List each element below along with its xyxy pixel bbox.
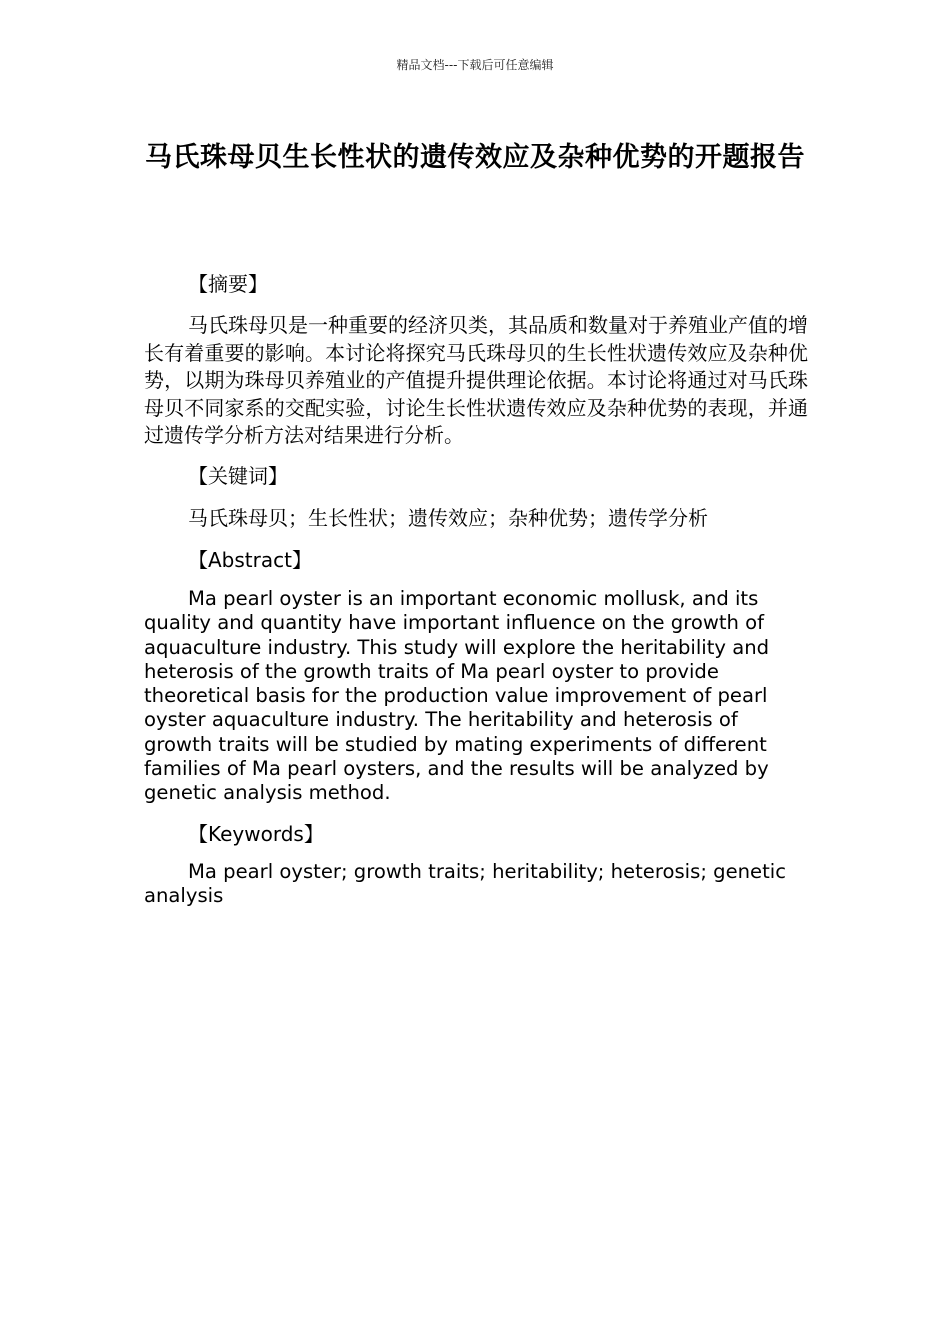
abstract-en-text: Ma pearl oyster is an important economic mollusk, and its quality and quantity have important influence on the growth of aquaculture industry. This study will explore the heritability and heterosis of the growth traits of Ma pearl oyster to provide theoretical basis for the production value improvement of pearl oyster aquaculture industry. The heritability and heterosis of growth traits will be studied by mating experiments of different families of Ma pearl oysters, and the results will be analyzed by genetic analysis method.	[144, 587, 770, 805]
keywords-cn-heading: 【关键词】	[188, 464, 288, 488]
keywords-cn-text: 马氏珠母贝；生长性状；遗传效应；杂种优势；遗传学分析	[188, 506, 708, 530]
header-watermark: 精品文档---下载后可任意编辑	[396, 58, 554, 72]
abstract-cn-heading: 【摘要】	[188, 272, 268, 296]
abstract-cn-text: 马氏珠母贝是一种重要的经济贝类，其品质和数量对于养殖业产值的增长有着重要的影响。本讨论将探究马氏珠母贝的生长性状遗传效应及杂种优势，以期为珠母贝养殖业的产值提升提供理论依据。本讨论将通过对马氏珠母贝不同家系的交配实验，讨论生长性状遗传效应及杂种优势的表现，并通过遗传学分析方法对结果进行分析。	[144, 313, 808, 447]
keywords-en-text: Ma pearl oyster; growth traits; heritability; heterosis; genetic analysis	[144, 860, 787, 908]
keywords-en-heading: 【Keywords】	[188, 822, 324, 846]
document-title: 马氏珠母贝生长性状的遗传效应及杂种优势的开题报告	[145, 142, 805, 173]
abstract-en-heading: 【Abstract】	[188, 548, 312, 572]
